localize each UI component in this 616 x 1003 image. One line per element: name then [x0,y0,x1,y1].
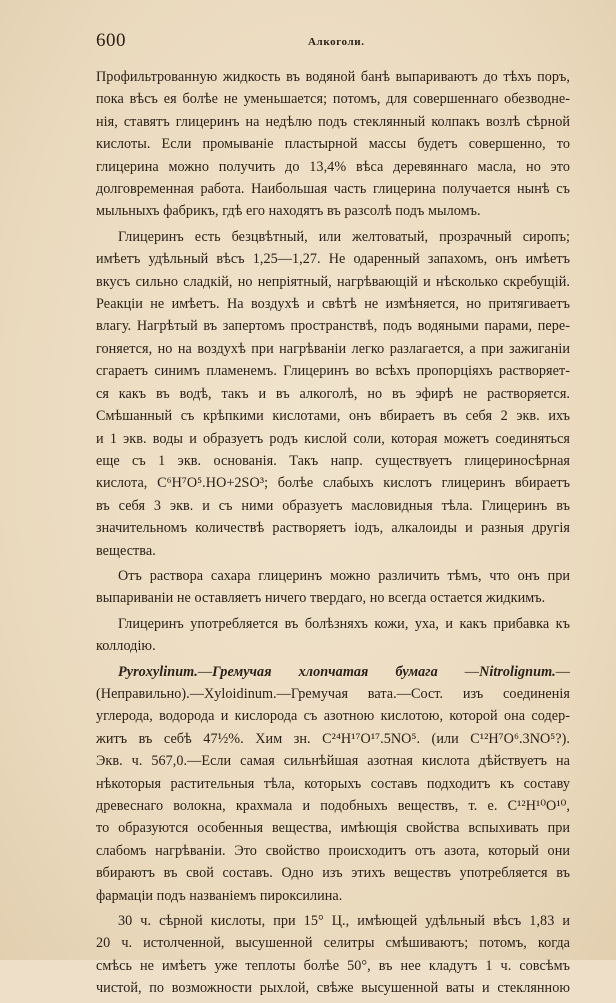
text-line: 30 ч. сѣрной кислоты, при 15° Ц., имѣющей удѣльный вѣсъ 1,83 и [118,913,570,930]
paragraph-sugar-difference [96,565,570,610]
headword-term: Гремучая хлопчатая бумага [212,663,438,680]
text-line: значительномъ количествѣ растворяетъ іодъ, алкалоиды и разныя другія [96,520,570,537]
text-line: кислота, C⁶H⁷O⁵.HO+2SO³; болѣе слабыхъ кислотъ глицеринъ вбираетъ [96,475,570,492]
text-line: и 1 экв. воды и образуетъ родъ кислой соли, которая можетъ соединяться [96,430,570,447]
pyroxylin-heading-line: Pyroxylinum.—Гремучая хлопчатая бумага —Nitrolignum.— [118,663,570,680]
text-line: Экв. ч. 567,0.—Если самая сильнѣйшая азотная кислота дѣйствуетъ на [96,753,570,770]
text-line: влагу. Нагрѣтый въ запертомъ пространствѣ, подъ водяными парами, пере- [96,318,570,335]
text-line: житъ въ себѣ 47½%. Хим зн. C²⁴H¹⁷O¹⁷.5NO⁵. (или C¹²H⁷O⁶.3NO⁵?). [96,730,570,747]
page-body [96,66,570,1003]
text-line: слабомъ нагрѣваніи. Это свойство происходитъ отъ азота, который они [96,842,570,859]
text-line: еще съ 1 экв. основанія. Такъ напр. существуетъ глицериносѣрная [96,452,570,469]
page-header [96,30,566,54]
text-line: углерода, водорода и кислорода съ азотною кислотою, которой она содер- [96,708,570,725]
text-line: чистой, по возможности рыхлой, свѣже высушенной ваты и стеклянною [96,980,570,997]
text-line: въ себя 3 экв. и съ ними образуетъ масловидныя тѣла. Глицеринъ въ [96,497,570,514]
text-line: сгараетъ синимъ пламенемъ. Глицеринъ во всѣхъ пропорціяхъ растворяет- [96,363,570,380]
text-line: коллодію. [96,638,156,655]
paragraph-filtering [96,66,570,223]
text-line: вкусъ сильно сладкій, но непріятный, нагрѣвающій и нѣсколько скребущій. [96,273,570,290]
text-line: долговременная работа. Наибольшая часть глицерина получается нынѣ съ [96,181,570,198]
text-line: мыльныхъ фабрикъ, гдѣ его находятъ въ разсолѣ подъ мыломъ. [96,203,481,220]
text-line: нія, ставятъ глицеринъ на недѣлю подъ стеклянный колпакъ возлѣ сѣрной [96,113,570,130]
text-line: пока вѣсъ ея болѣе не уменьшается; потомъ, для совершеннаго обезводне- [96,91,570,108]
text-line: гоняется, но на воздухѣ при нагрѣваніи легко разлагается, а при зажиганіи [96,340,570,357]
paragraph-glycerin-properties [96,226,570,562]
running-title: Алкоголи. [308,36,365,48]
headword-term: Pyroxylinum. [118,663,198,680]
text-line: кислоты. Если промываніе пластырной массы будетъ совершенно, то [96,136,570,153]
text-line: Отъ раствора сахара глицеринъ можно различить тѣмъ, что онъ при [118,567,570,584]
text-line: Реакціи не имѣетъ. На воздухѣ и свѣтѣ не измѣняется, но притягиваетъ [96,296,570,313]
text-line: (Неправильно).—Xyloidinum.—Гремучая вата.—Сост. изъ соединенія [96,685,570,702]
text-line: вещества. [96,542,156,559]
text-line: фармаціи подъ названіемъ пироксилина. [96,887,343,904]
text-line: выпариваніи не оставляетъ ничего твердаго, но всегда остается жидкимъ. [96,590,546,607]
headword-term: Nitrolignum. [479,663,556,680]
text-line: нѣкоторыя растительныя тѣла, которыхъ составъ подходитъ къ составу [96,775,570,792]
text-line: Профильтрованную жидкость въ водяной банѣ выпариваютъ до тѣхъ поръ, [96,69,570,85]
text-line: то образуются особенныя вещества, имѣющія свойства вспыхивать при [96,820,570,837]
page-number: 600 [96,30,126,51]
paragraph-preparation [96,910,570,1000]
paragraph-pyroxylin [96,661,570,907]
paragraph-usage [96,613,570,658]
text-line: ся какъ въ водѣ, такъ и въ алкоголѣ, но въ эфирѣ не растворяется. [96,385,570,402]
text-line: древеснаго волокна, крахмала и подобныхъ веществъ, т. е. C¹²H¹⁰O¹⁰, [96,798,570,814]
text-line: вбираютъ въ свой составъ. Одно изъ этихъ веществъ употребляется въ [96,865,570,882]
text-line: Глицеринъ употребляется въ болѣзняхъ кожи, уха, и какъ прибавка къ [118,615,570,632]
text-line: глицерина можно получить до 13,4% вѣса деревяннаго масла, но это [96,158,570,175]
text-line: Глицеринъ есть безцвѣтный, или желтоватый, прозрачный сиропъ; [118,228,570,245]
text-line: имѣетъ удѣльный вѣсъ 1,25—1,27. Не одаренный запахомъ, онъ имѣетъ [96,251,570,268]
text-line: смѣсь не имѣетъ уже теплоты болѣе 50°, въ нее кладутъ 1 ч. совсѣмъ [96,957,570,974]
text-line: 20 ч. истолченной, высушенной селитры смѣшиваютъ; потомъ, когда [96,935,570,952]
text-line: Смѣшанный съ крѣпкими кислотами, онъ вбираетъ въ себя 2 экв. ихъ [96,408,570,425]
